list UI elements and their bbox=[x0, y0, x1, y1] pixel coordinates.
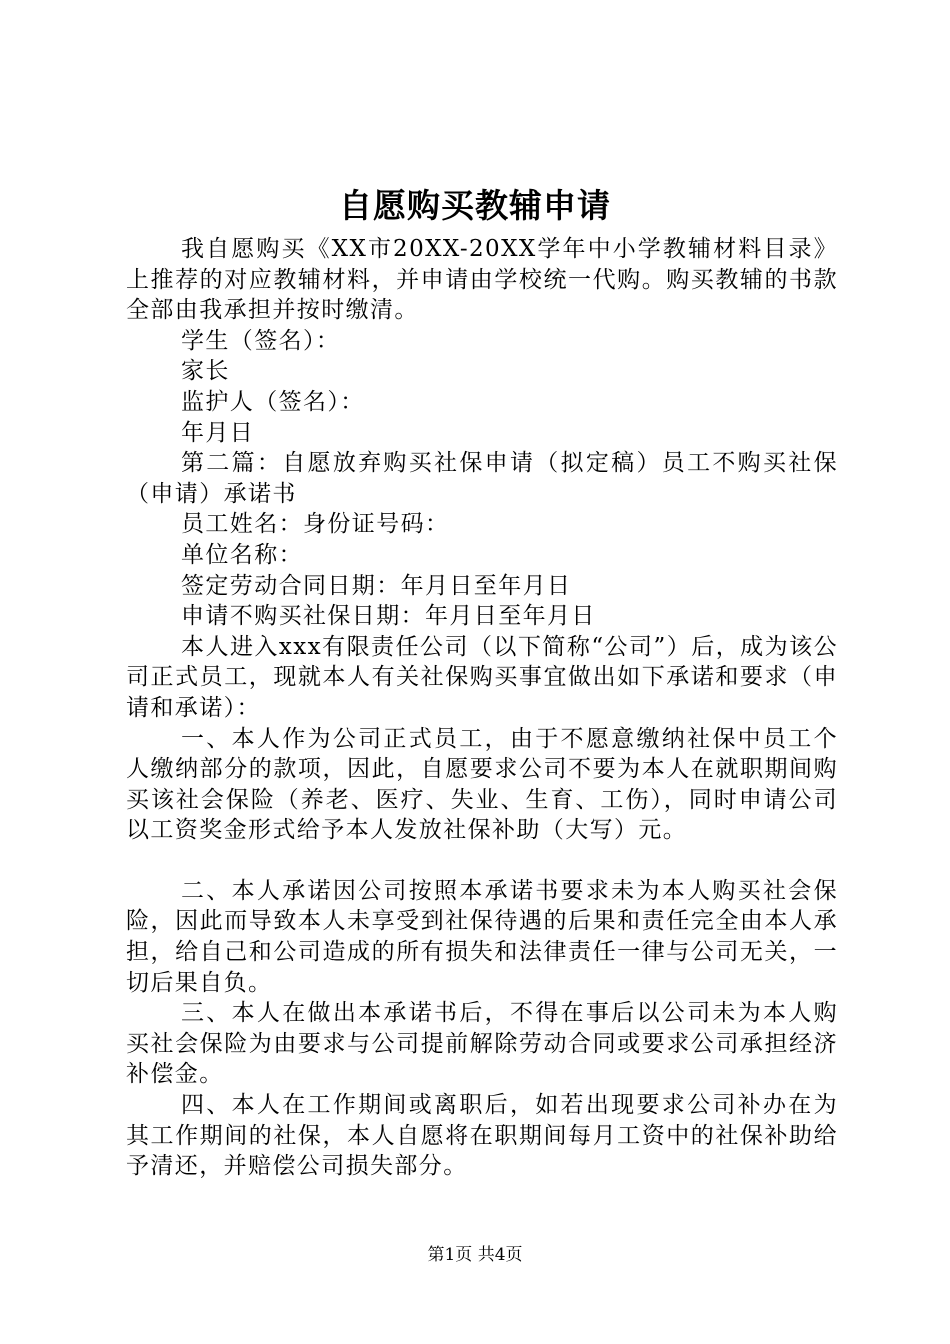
paragraph-intro: 我自愿购买《XX市20XX-20XX学年中小学教辅材料目录》上推荐的对应教辅材料，并申请由学校统一代购。购买教辅的书款全部由我承担并按时缴清。 bbox=[126, 236, 838, 324]
page-footer: 第1页 共4页 bbox=[427, 1245, 523, 1265]
paragraph-student-signature: 学生（签名）： bbox=[181, 327, 341, 354]
paragraph-clause-3: 三、本人在做出本承诺书后，不得在事后以公司未为本人购买社会保险为由要求与公司提前解除劳动合同或要求公司承担经济补偿金。 bbox=[126, 1000, 838, 1088]
paragraph-contract-date: 签定劳动合同日期：年月日至年月日 bbox=[181, 572, 572, 599]
paragraph-application-date: 申请不购买社保日期：年月日至年月日 bbox=[181, 603, 596, 630]
paragraph-company-name: 单位名称： bbox=[181, 541, 303, 568]
paragraph-date: 年月日 bbox=[181, 419, 255, 446]
paragraph-employee-name: 员工姓名：身份证号码： bbox=[181, 511, 450, 538]
paragraph-second-title: 第二篇：自愿放弃购买社保申请（拟定稿）员工不购买社保（申请）承诺书 bbox=[126, 450, 838, 507]
document-title: 自愿购买教辅申请 bbox=[339, 186, 611, 225]
paragraph-clause-2: 二、本人承诺因公司按照本承诺书要求未为本人购买社会保险，因此而导致本人未享受到社保待遇的后果和责任完全由本人承担，给自己和公司造成的所有损失和法律责任一律与公司无关，一切后果自负。 bbox=[126, 877, 838, 996]
paragraph-parent: 家长 bbox=[181, 358, 230, 385]
paragraph-commitment-intro: 本人进入xxx有限责任公司（以下简称“公司”）后，成为该公司正式员工，现就本人有关社保购买事宜做出如下承诺和要求（申请和承诺）： bbox=[126, 633, 838, 721]
document-body bbox=[126, 234, 838, 1182]
paragraph-clause-1: 一、本人作为公司正式员工，由于不愿意缴纳社保中员工个人缴纳部分的款项，因此，自愿要求公司不要为本人在就职期间购买该社会保险（养老、医疗、失业、生育、工伤），同时申请公司以工资奖金形式给予本人发放社保补助（大写）元。 bbox=[126, 725, 838, 844]
paragraph-guardian-signature: 监护人（签名）： bbox=[181, 388, 365, 415]
paragraph-clause-4: 四、本人在工作期间或离职后，如若出现要求公司补办在为其工作期间的社保，本人自愿将在职期间每月工资中的社保补助给予清还，并赔偿公司损失部分。 bbox=[126, 1092, 838, 1180]
